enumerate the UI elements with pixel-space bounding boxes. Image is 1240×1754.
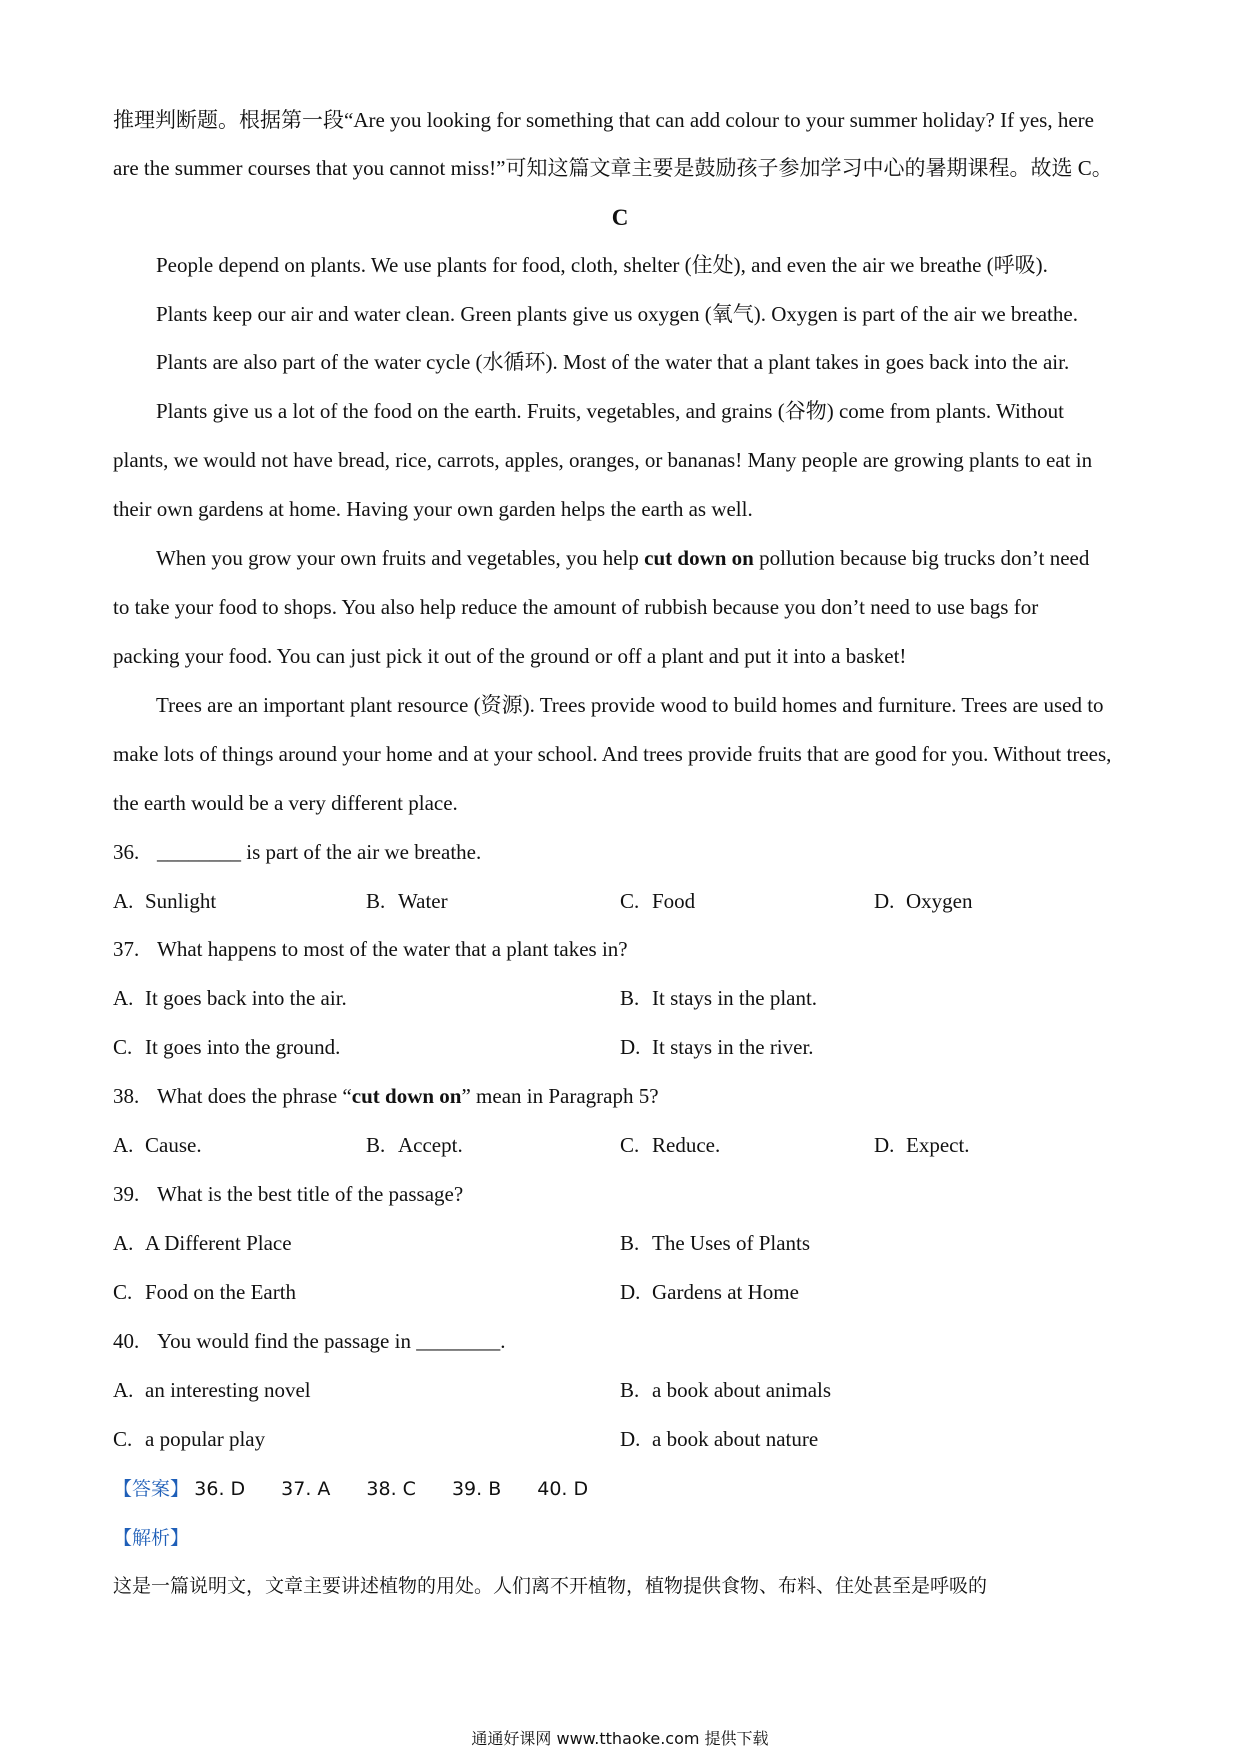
answer-36: 36. D (194, 1478, 246, 1500)
q36-option-a[interactable]: A. Sunlight (113, 889, 217, 913)
p5-text-b: pollution because big trucks don’t need (753, 546, 1090, 570)
question-number: 39. (113, 1182, 140, 1206)
p5-phrase-bold: cut down on (644, 546, 754, 570)
question-text-a: What does the phrase “ (157, 1084, 352, 1108)
answer-values (194, 1478, 624, 1500)
passage-paragraph-1: People depend on plants. We use plants for food, cloth, shelter (住处), and even the air we breathe (呼吸). (156, 253, 1048, 277)
q37-option-c[interactable]: C. It goes into the ground. (113, 1035, 341, 1059)
passage-paragraph-6-line-1: Trees are an important plant resource (资源). Trees provide wood to build homes and furniture. Trees are used to (156, 693, 1104, 717)
q38-option-c[interactable]: C. Reduce. (620, 1133, 721, 1157)
question-number: 37. (113, 937, 140, 961)
passage-paragraph-5-line-1 (156, 544, 1141, 572)
q39-option-d[interactable]: D. Gardens at Home (620, 1280, 799, 1304)
answer-40: 40. D (537, 1478, 589, 1500)
q39-option-a[interactable]: A. A Different Place (113, 1231, 292, 1255)
passage-paragraph-6-line-3: the earth would be a very different place. (113, 791, 458, 815)
q37-option-d[interactable]: D. It stays in the river. (620, 1035, 814, 1059)
analysis-label: 【解析】 (113, 1527, 190, 1549)
q36-option-d[interactable]: D. Oxygen (874, 889, 973, 913)
passage-paragraph-3: Plants are also part of the water cycle (水循环). Most of the water that a plant takes in goes back into the air. (156, 350, 1070, 374)
question-text: What is the best title of the passage? (157, 1182, 464, 1206)
q40-option-b[interactable]: B. a book about animals (620, 1378, 832, 1402)
intro-line-1: 推理判断题。根据第一段“Are you looking for something that can add colour to your summer holiday? If yes, here (113, 108, 1094, 132)
section-heading: C (611, 205, 629, 230)
question-36 (113, 838, 1138, 866)
intro-line-2: are the summer courses that you cannot miss!”可知这篇文章主要是鼓励孩子参加学习中心的暑期课程。故选 C。 (113, 156, 1113, 180)
question-text-bold: cut down on (351, 1084, 462, 1108)
answer-label: 【答案】 (113, 1478, 190, 1500)
q39-option-b[interactable]: B. The Uses of Plants (620, 1231, 811, 1255)
passage-paragraph-4-line-1: Plants give us a lot of the food on the earth. Fruits, vegetables, and grains (谷物) come from plants. Without (156, 399, 1065, 423)
q36-option-c[interactable]: C. Food (620, 889, 696, 913)
passage-paragraph-2: Plants keep our air and water clean. Green plants give us oxygen (氧气). Oxygen is part of the air we breathe. (156, 302, 1078, 326)
question-text-b: ” mean in Paragraph 5? (461, 1084, 659, 1108)
question-text: You would find the passage in ________. (157, 1329, 506, 1353)
answer-37: 37. A (281, 1478, 331, 1500)
question-40 (113, 1327, 1138, 1355)
question-number: 38. (113, 1084, 140, 1108)
q40-option-a[interactable]: A. an interesting novel (113, 1378, 311, 1402)
q37-option-a[interactable]: A. It goes back into the air. (113, 986, 347, 1010)
q36-option-b[interactable]: B. Water (366, 889, 448, 913)
page-footer[interactable]: 通通好课网 www.tthaoke.com 提供下载 (471, 1729, 769, 1748)
question-number: 40. (113, 1329, 140, 1353)
q40-option-d[interactable]: D. a book about nature (620, 1427, 819, 1451)
answer-key (113, 1474, 1138, 1503)
passage-paragraph-4-line-2: plants, we would not have bread, rice, carrots, apples, oranges, or bananas! Many people are growing plants to eat in (113, 448, 1093, 472)
q40-option-c[interactable]: C. a popular play (113, 1427, 266, 1451)
question-text: ________ is part of the air we breathe. (157, 840, 482, 864)
p5-text-a: When you grow your own fruits and vegetables, you help (156, 546, 645, 570)
q38-option-a[interactable]: A. Cause. (113, 1133, 202, 1157)
passage-paragraph-5-line-2: to take your food to shops. You also help reduce the amount of rubbish because you don’t need to use bags for (113, 595, 1039, 619)
passage-paragraph-4-line-3: their own gardens at home. Having your own garden helps the earth as well. (113, 497, 753, 521)
question-number: 36. (113, 840, 140, 864)
q38-option-b[interactable]: B. Accept. (366, 1133, 463, 1157)
question-37 (113, 935, 1138, 963)
passage-paragraph-5-line-3: packing your food. You can just pick it out of the ground or off a plant and put it into a basket! (113, 644, 907, 668)
question-39 (113, 1180, 1138, 1208)
question-38 (113, 1082, 1138, 1110)
q37-option-b[interactable]: B. It stays in the plant. (620, 986, 818, 1010)
q38-option-d[interactable]: D. Expect. (874, 1133, 970, 1157)
question-text: What happens to most of the water that a plant takes in? (157, 937, 628, 961)
answer-39: 39. B (451, 1478, 502, 1500)
passage-paragraph-6-line-2: make lots of things around your home and at your school. And trees provide fruits that are good for you. Without trees, (113, 742, 1112, 766)
answer-38: 38. C (366, 1478, 416, 1500)
analysis-heading (113, 1523, 1138, 1552)
q39-option-c[interactable]: C. Food on the Earth (113, 1280, 297, 1304)
analysis-text: 这是一篇说明文，文章主要讲述植物的用处。人们离不开植物，植物提供食物、布料、住处甚至是呼吸的 (113, 1575, 988, 1597)
